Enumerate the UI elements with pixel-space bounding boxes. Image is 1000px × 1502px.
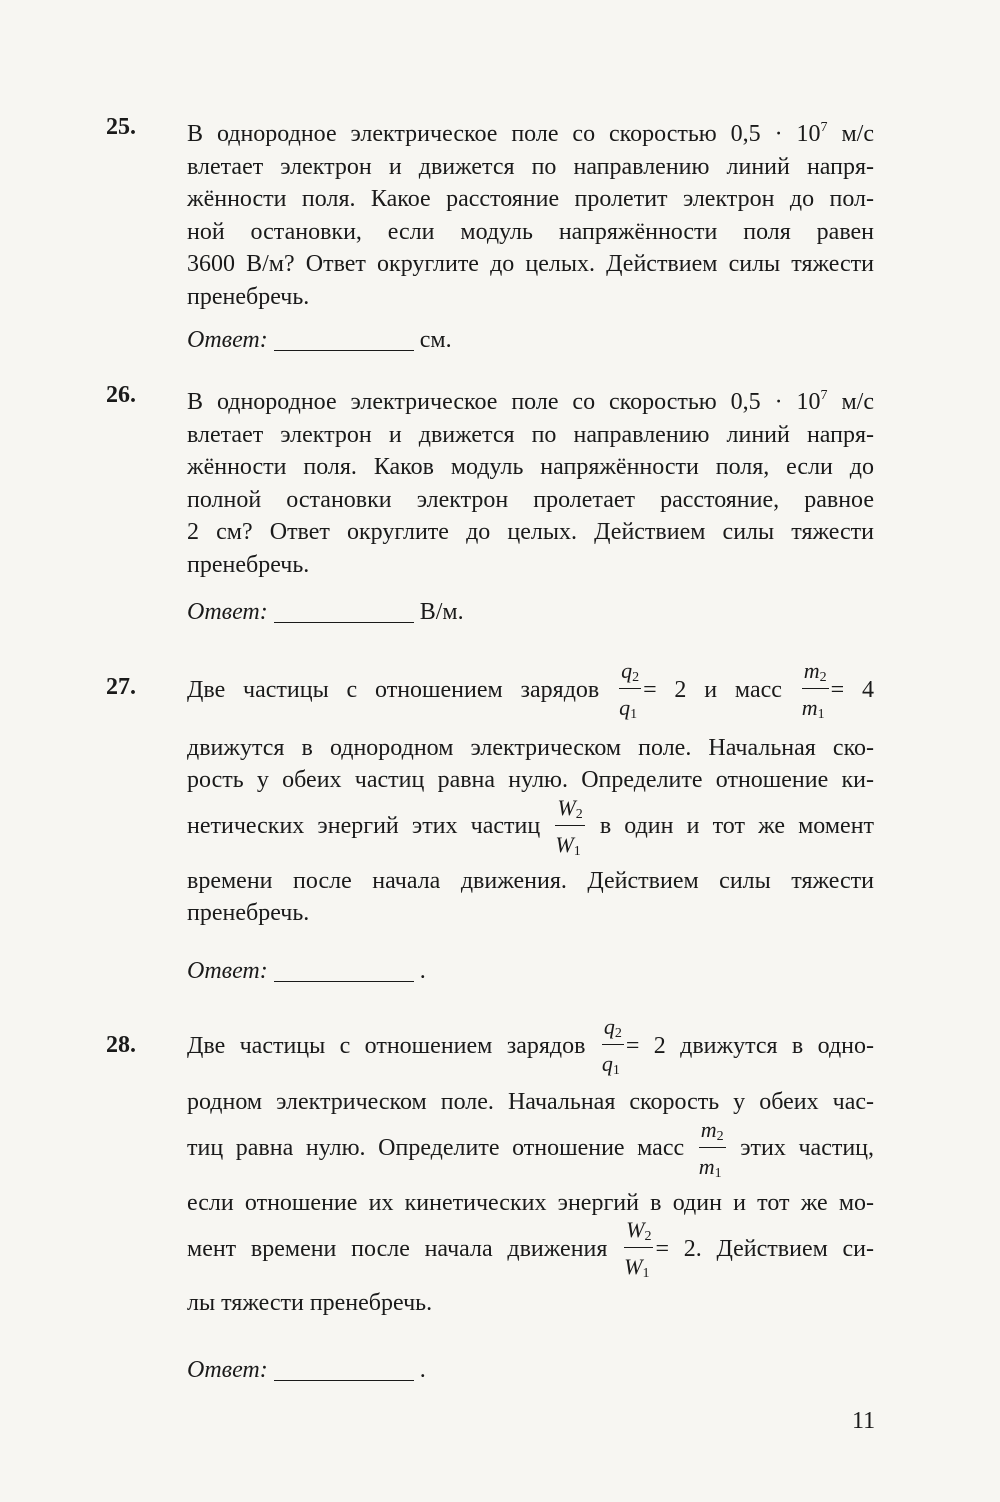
answer-unit: . [419, 1357, 426, 1383]
answer-25 [187, 325, 452, 355]
problem-text: В однородное электрическое поле со скоростью $0,5 \cdot 10^7$ м/с влетает электрон и движется по направлению линий напря- жённости поля. Каков модуль напряжённости поля, если до полной остановки электрон пролетает расстояние, равное 2 см? Ответ округлите до целых. Действием силы тяжести пренебречь. [187, 388, 874, 578]
charge-ratio-fraction: $\frac{q_2}{q_1}$ [619, 658, 640, 723]
answer-label: Ответ: [187, 1357, 268, 1383]
answer-unit: . [419, 958, 426, 984]
answer-label: Ответ: [187, 599, 268, 625]
answer-28 [187, 1355, 426, 1385]
answer-27 [187, 956, 426, 986]
energy-ratio-fraction: $\frac{W_2}{W_1}$ [624, 1217, 652, 1282]
charge-ratio-fraction: $\frac{q_2}{q_1}$ [601, 1014, 622, 1079]
answer-26 [187, 597, 464, 627]
problem-number: 26. [106, 382, 136, 408]
problem-text: В однородное электрическое поле со скоростью $0,5 \cdot 10^7$ м/с влетает электрон и движется по направлению линий напря- жённости поля. Какое расстояние пролетит электрон до пол- ной остановки, если модуль напряжённости поля равен 3600 В/м? Ответ округлите до целых. Действием силы тяжести пренебречь. [187, 120, 874, 310]
answer-label: Ответ: [187, 958, 268, 984]
answer-field[interactable] [274, 622, 414, 623]
problem-number: 27. [106, 674, 136, 700]
problem-text: Две частицы с отношением зарядов $\frac{q_2}{q_1}$ = 2 движутся в одно- родном электрическом поле. Начальная скорость у обеих час- тиц равна нулю. Определите отношение масс $\frac{m_2}{m_1}$ этих частиц, если отношение их кинетических энергий в один и тот же мо- мент времени после начала движения $\frac{W_2}{W_1}$ = 2. Действием си- лы тяжести пренебречь. [187, 1014, 875, 1317]
problem-text: Две частицы с отношением зарядов $\frac{q_2}{q_1}$ = 2 и масс $\frac{m_2}{m_1}$ = 4 движутся в однородном электрическом поле. Начальная ско- рость у обеих частиц равна нулю. Определите отношение ки- нетических энергий этих частиц $\frac{W_2}{W_1}$ в один и тот же момент времени после начала движения. Действием силы тяжести пренебречь. [187, 658, 875, 926]
answer-field[interactable] [274, 981, 414, 982]
answer-field[interactable] [274, 350, 414, 351]
answer-field[interactable] [274, 1380, 414, 1381]
energy-ratio-fraction: $\frac{W_2}{W_1}$ [555, 794, 583, 859]
answer-unit: В/м. [419, 599, 464, 625]
mass-ratio-fraction: $\frac{m_2}{m_1}$ [698, 1116, 724, 1181]
problem-number: 25. [106, 114, 136, 140]
answer-label: Ответ: [187, 327, 268, 353]
page-number: 11 [852, 1408, 876, 1434]
mass-ratio-fraction: $\frac{m_2}{m_1}$ [801, 658, 827, 723]
problem-number: 28. [106, 1032, 136, 1058]
answer-unit: см. [419, 327, 452, 353]
